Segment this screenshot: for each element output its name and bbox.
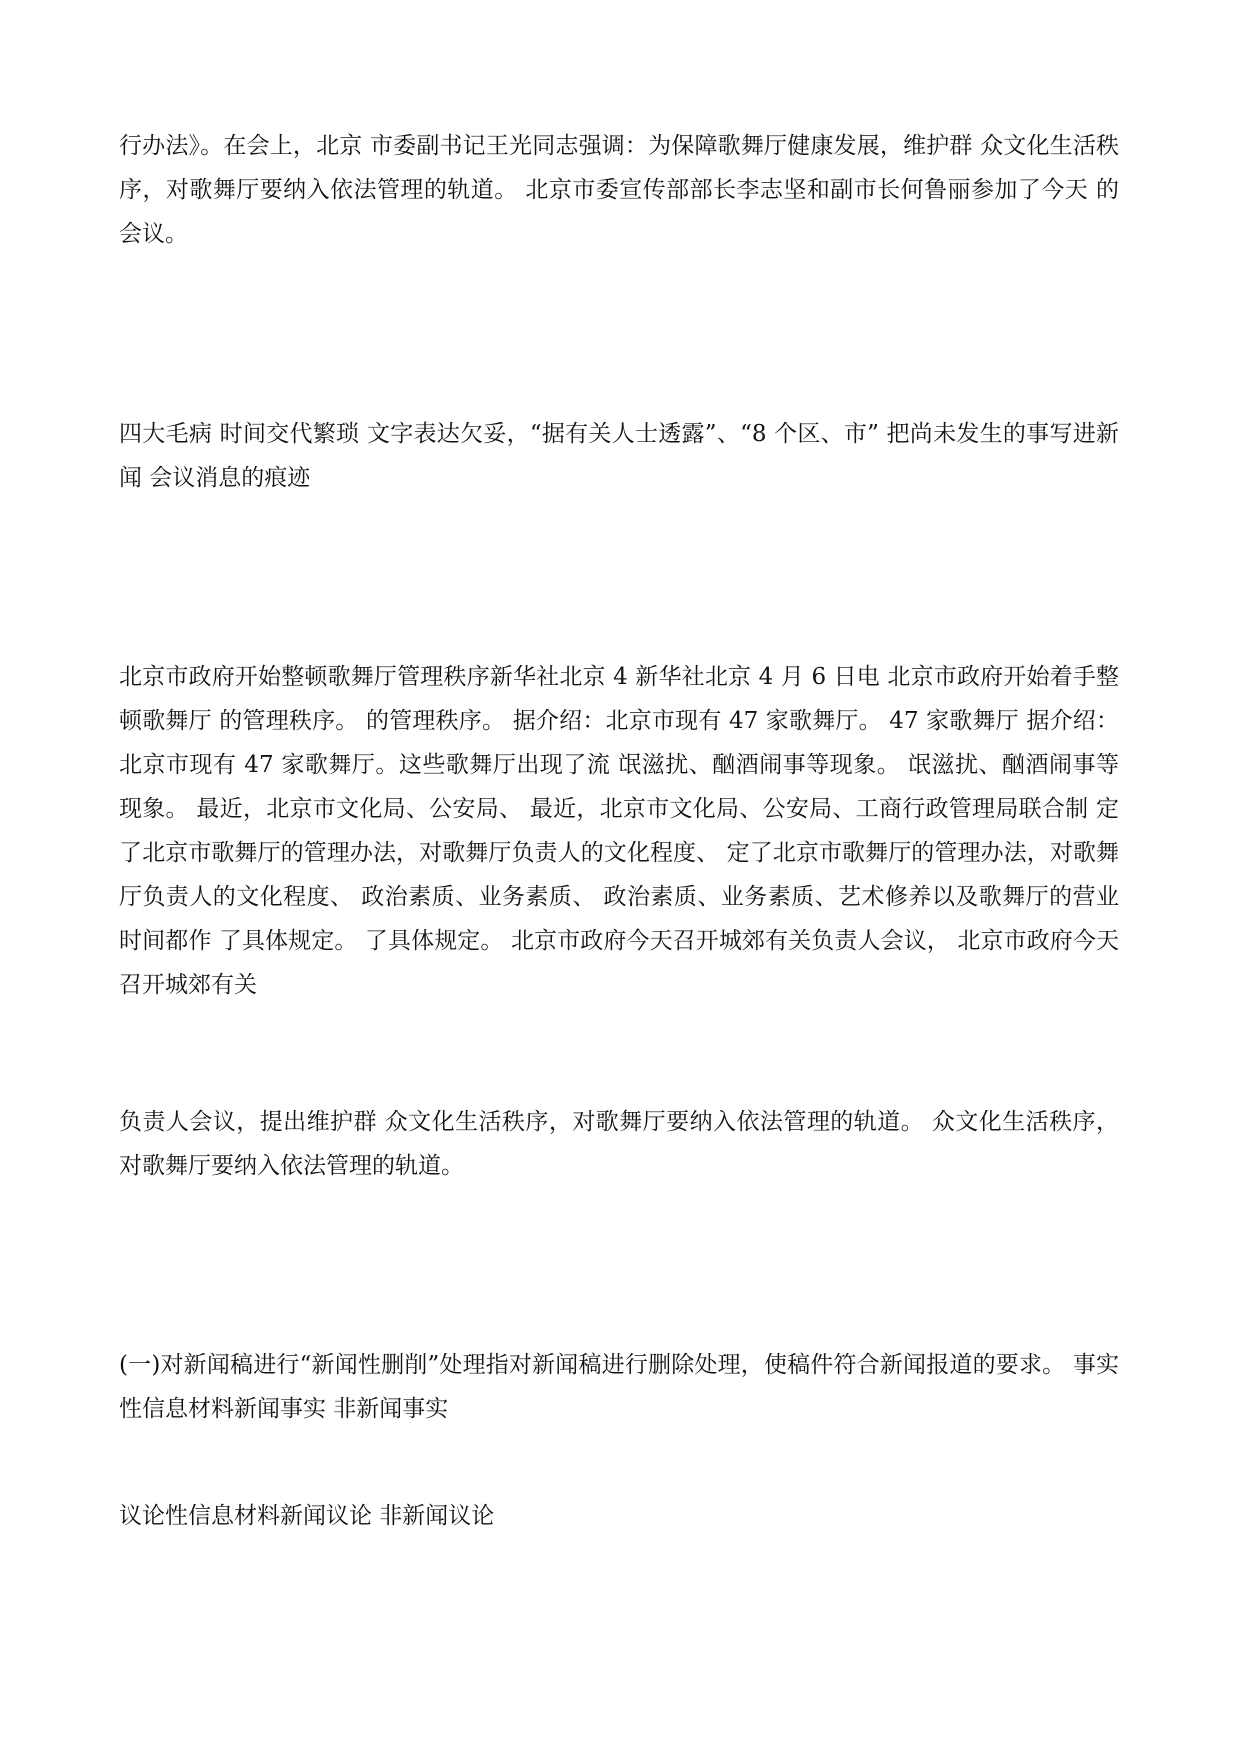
paragraph-commentary-material: 议论性信息材料新闻议论 非新闻议论 <box>119 1503 495 1529</box>
paragraph-news-article: 北京市政府开始整顿歌舞厅管理秩序新华社北京 4 新华社北京 4 月 6 日电 北京市政府开始着手整顿歌舞厅 的管理秩序。 的管理秩序。 据介绍：北京市现有 47 家歌舞厅。 47 家歌舞厅 据介绍：北京市现有 47 家歌舞厅。这些歌舞厅出现了流 氓滋扰、酗酒闹事等现象。 氓滋扰、酗酒闹事等现象。 最近，北京市文化局、公安局、 最近，北京市文化局、公安局、工商行政管理局联合制 定了北京市歌舞厅的管理办法，对歌舞厅负责人的文化程度、 定了北京市歌舞厅的管理办法，对歌舞厅负责人的文化程度、 政治素质、业务素质、 政治素质、业务素质、艺术修养以及歌舞厅的营业时间都作 了具体规定。 了具体规定。 北京市政府今天召开城郊有关负责人会议， 北京市政府今天召开城郊有关 <box>119 664 1119 998</box>
paragraph-article-continued: 负责人会议，提出维护群 众文化生活秩序，对歌舞厅要纳入依法管理的轨道。 众文化生活秩序，对歌舞厅要纳入依法管理的轨道。 <box>119 1109 1119 1179</box>
paragraph-news-deletion: (一)对新闻稿进行“新闻性删削”处理指对新闻稿进行删除处理，使稿件符合新闻报道的要求。 事实性信息材料新闻事实 非新闻事实 <box>119 1352 1119 1422</box>
paragraph-meeting-summary: 行办法》。在会上，北京 市委副书记王光同志强调：为保障歌舞厅健康发展，维护群 众文化生活秩序，对歌舞厅要纳入依法管理的轨道。 北京市委宣传部部长李志坚和副市长何鲁丽参加了今天 的会议。 <box>119 133 1119 247</box>
paragraph-four-problems: 四大毛病 时间交代繁琐 文字表达欠妥，“据有关人士透露”、“8 个区、市” 把尚未发生的事写进新闻 会议消息的痕迹 <box>119 421 1119 491</box>
